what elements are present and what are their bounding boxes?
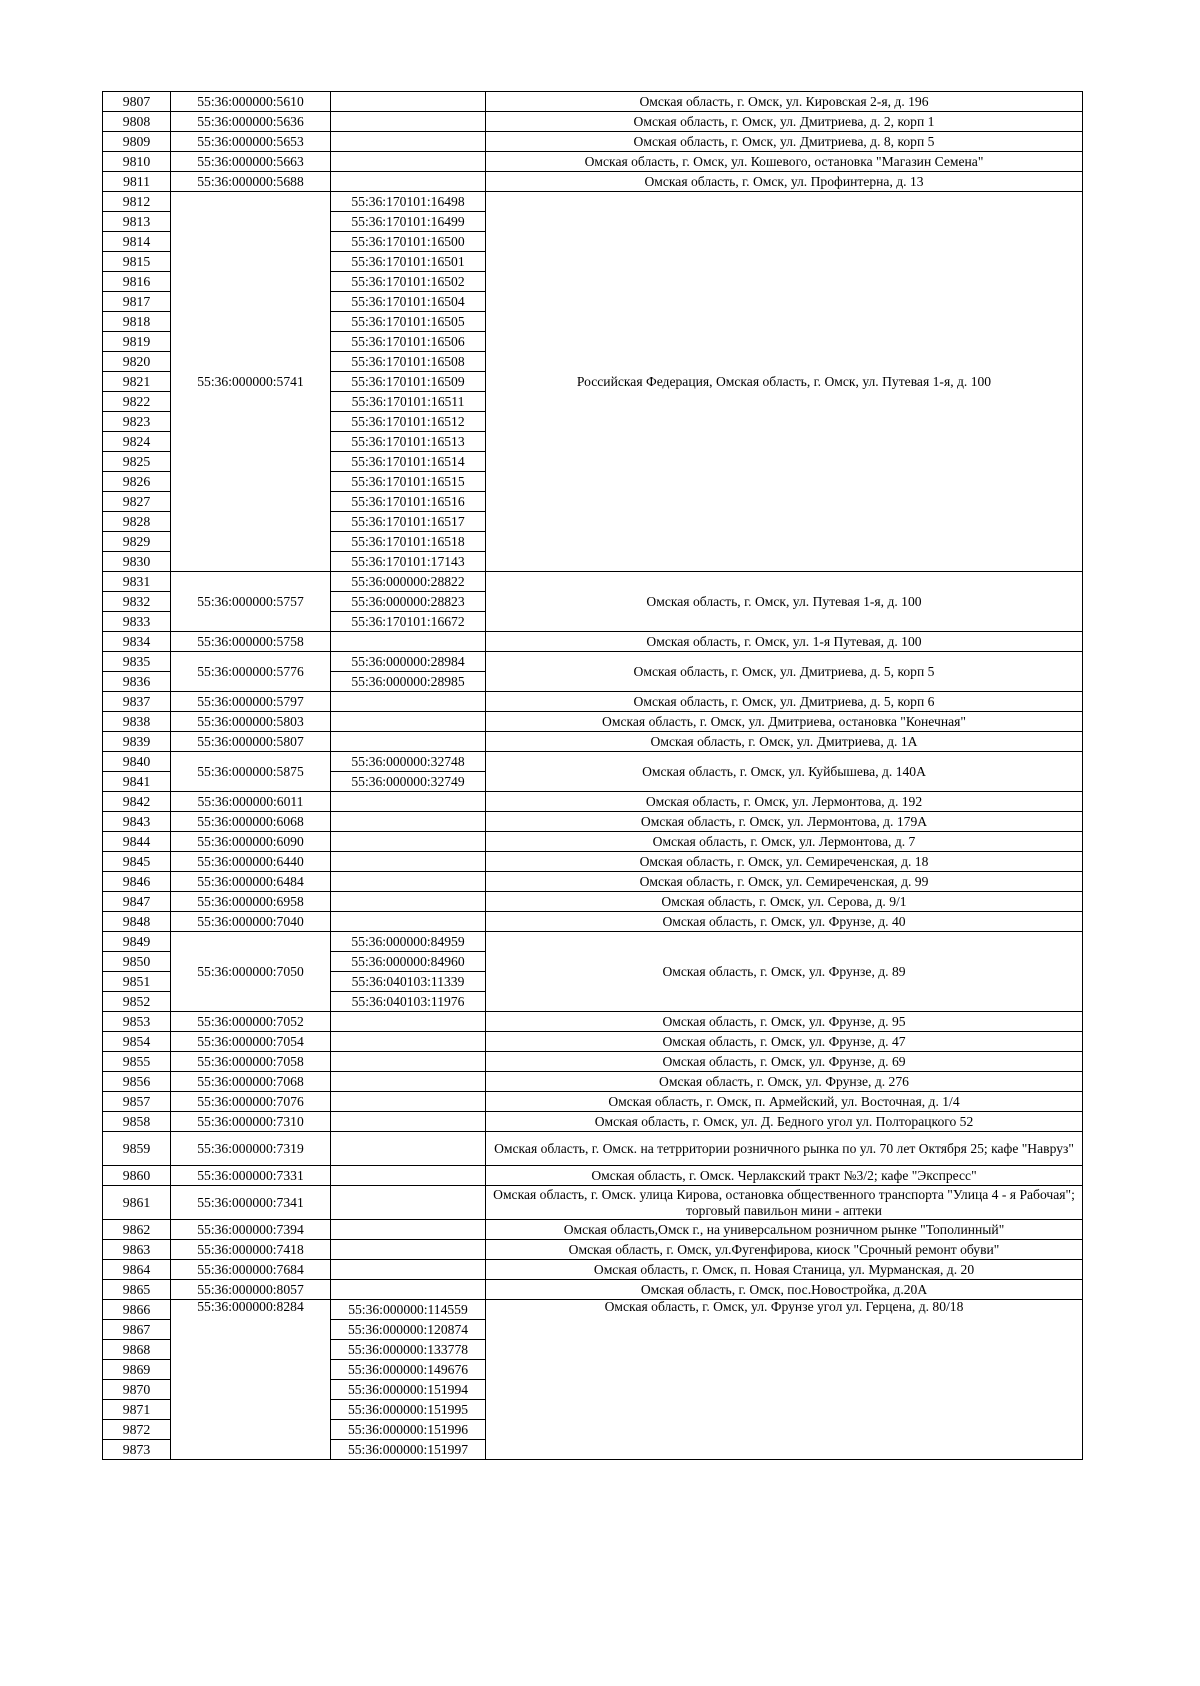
row-number: 9813 xyxy=(103,212,171,232)
address: Омская область, г. Омск, ул. Фрунзе, д. 276 xyxy=(486,1072,1083,1092)
row-number: 9865 xyxy=(103,1280,171,1300)
row-number: 9867 xyxy=(103,1320,171,1340)
sub-cadastral-number: 55:36:170101:16506 xyxy=(331,332,486,352)
table-row xyxy=(103,792,1083,812)
sub-cadastral-number: 55:36:170101:16502 xyxy=(331,272,486,292)
sub-cadastral-number: 55:36:000000:28823 xyxy=(331,592,486,612)
sub-cadastral-number: 55:36:000000:151995 xyxy=(331,1400,486,1420)
table-row xyxy=(103,832,1083,852)
address: Омская область, г. Омск, ул. Путевая 1-я, д. 100 xyxy=(486,572,1083,632)
address: Омская область, г. Омск, ул. Дмитриева, остановка "Конечная" xyxy=(486,712,1083,732)
table-row xyxy=(103,812,1083,832)
sub-cadastral-number: 55:36:040103:11339 xyxy=(331,972,486,992)
address: Омская область, г. Омск, ул. Дмитриева, д. 5, корп 5 xyxy=(486,652,1083,692)
address: Омская область, г. Омск. Черлакский тракт №3/2; кафе "Экспресс" xyxy=(486,1166,1083,1186)
row-number: 9824 xyxy=(103,432,171,452)
sub-cadastral-number: 55:36:170101:16511 xyxy=(331,392,486,412)
address: Омская область, г. Омск, ул. Фрунзе, д. 40 xyxy=(486,912,1083,932)
table-row xyxy=(103,1072,1083,1092)
cadastral-number: 55:36:000000:5610 xyxy=(171,92,331,112)
row-number: 9807 xyxy=(103,92,171,112)
sub-cadastral-number xyxy=(331,1032,486,1052)
row-number: 9844 xyxy=(103,832,171,852)
table-row xyxy=(103,1260,1083,1280)
row-number: 9829 xyxy=(103,532,171,552)
row-number: 9833 xyxy=(103,612,171,632)
table-row xyxy=(103,112,1083,132)
address: Омская область, г. Омск, ул. Лермонтова, д. 192 xyxy=(486,792,1083,812)
row-number: 9812 xyxy=(103,192,171,212)
address: Омская область, г. Омск, ул. Куйбышева, д. 140А xyxy=(486,752,1083,792)
sub-cadastral-number: 55:36:000000:151994 xyxy=(331,1380,486,1400)
row-number: 9808 xyxy=(103,112,171,132)
sub-cadastral-number xyxy=(331,1280,486,1300)
table-row xyxy=(103,1112,1083,1132)
sub-cadastral-number xyxy=(331,1220,486,1240)
row-number: 9828 xyxy=(103,512,171,532)
table-row xyxy=(103,1132,1083,1166)
sub-cadastral-number xyxy=(331,692,486,712)
row-number: 9854 xyxy=(103,1032,171,1052)
row-number: 9870 xyxy=(103,1380,171,1400)
row-number: 9842 xyxy=(103,792,171,812)
cadastral-number: 55:36:000000:6090 xyxy=(171,832,331,852)
address: Омская область, г. Омск, ул. Дмитриева, д. 2, корп 1 xyxy=(486,112,1083,132)
cadastral-number: 55:36:000000:5875 xyxy=(171,752,331,792)
address: Омская область, г. Омск, ул. Фрунзе, д. 69 xyxy=(486,1052,1083,1072)
row-number: 9830 xyxy=(103,552,171,572)
row-number: 9869 xyxy=(103,1360,171,1380)
sub-cadastral-number xyxy=(331,1240,486,1260)
row-number: 9840 xyxy=(103,752,171,772)
sub-cadastral-number: 55:36:170101:16516 xyxy=(331,492,486,512)
table-row xyxy=(103,152,1083,172)
table-row xyxy=(103,692,1083,712)
row-number: 9872 xyxy=(103,1420,171,1440)
sub-cadastral-number xyxy=(331,92,486,112)
table-row xyxy=(103,752,1083,772)
sub-cadastral-number xyxy=(331,132,486,152)
sub-cadastral-number: 55:36:000000:84960 xyxy=(331,952,486,972)
row-number: 9818 xyxy=(103,312,171,332)
row-number: 9819 xyxy=(103,332,171,352)
cadastral-number: 55:36:000000:7331 xyxy=(171,1166,331,1186)
row-number: 9815 xyxy=(103,252,171,272)
sub-cadastral-number: 55:36:170101:16514 xyxy=(331,452,486,472)
row-number: 9849 xyxy=(103,932,171,952)
table-row xyxy=(103,1166,1083,1186)
sub-cadastral-number xyxy=(331,1112,486,1132)
sub-cadastral-number: 55:36:000000:114559 xyxy=(331,1300,486,1320)
row-number: 9856 xyxy=(103,1072,171,1092)
table-row xyxy=(103,932,1083,952)
sub-cadastral-number: 55:36:000000:32749 xyxy=(331,772,486,792)
row-number: 9861 xyxy=(103,1186,171,1220)
address: Омская область, г. Омск, ул. Кировская 2-я, д. 196 xyxy=(486,92,1083,112)
sub-cadastral-number xyxy=(331,1072,486,1092)
sub-cadastral-number: 55:36:040103:11976 xyxy=(331,992,486,1012)
cadastral-number: 55:36:000000:7310 xyxy=(171,1112,331,1132)
row-number: 9850 xyxy=(103,952,171,972)
row-number: 9857 xyxy=(103,1092,171,1112)
row-number: 9836 xyxy=(103,672,171,692)
sub-cadastral-number xyxy=(331,792,486,812)
sub-cadastral-number xyxy=(331,1132,486,1166)
table-row xyxy=(103,1052,1083,1072)
row-number: 9859 xyxy=(103,1132,171,1166)
row-number: 9816 xyxy=(103,272,171,292)
cadastral-number: 55:36:000000:7052 xyxy=(171,1012,331,1032)
address: Российская Федерация, Омская область, г. Омск, ул. Путевая 1-я, д. 100 xyxy=(486,192,1083,572)
cadastral-number: 55:36:000000:5741 xyxy=(171,192,331,572)
address: Омская область, г. Омск, ул. Дмитриева, д. 5, корп 6 xyxy=(486,692,1083,712)
address: Омская область, г. Омск, ул. Фрунзе, д. 95 xyxy=(486,1012,1083,1032)
table-row xyxy=(103,92,1083,112)
cadastral-number: 55:36:000000:7319 xyxy=(171,1132,331,1166)
row-number: 9837 xyxy=(103,692,171,712)
address: Омская область, г. Омск, ул. Дмитриева, д. 1А xyxy=(486,732,1083,752)
table-row xyxy=(103,1240,1083,1260)
sub-cadastral-number: 55:36:000000:151997 xyxy=(331,1440,486,1460)
sub-cadastral-number: 55:36:000000:151996 xyxy=(331,1420,486,1440)
cadastral-number: 55:36:000000:7341 xyxy=(171,1186,331,1220)
row-number: 9820 xyxy=(103,352,171,372)
row-number: 9848 xyxy=(103,912,171,932)
sub-cadastral-number xyxy=(331,1052,486,1072)
sub-cadastral-number xyxy=(331,912,486,932)
table-row xyxy=(103,172,1083,192)
address: Омская область, г. Омск, ул. Фрунзе угол ул. Герцена, д. 80/18 xyxy=(486,1300,1083,1460)
sub-cadastral-number: 55:36:170101:16515 xyxy=(331,472,486,492)
sub-cadastral-number: 55:36:170101:16504 xyxy=(331,292,486,312)
address: Омская область, г. Омск, ул. Профинтерна, д. 13 xyxy=(486,172,1083,192)
sub-cadastral-number: 55:36:000000:133778 xyxy=(331,1340,486,1360)
address: Омская область, г. Омск, пос.Новостройка, д.20А xyxy=(486,1280,1083,1300)
sub-cadastral-number xyxy=(331,812,486,832)
sub-cadastral-number: 55:36:170101:16508 xyxy=(331,352,486,372)
row-number: 9809 xyxy=(103,132,171,152)
sub-cadastral-number xyxy=(331,1260,486,1280)
sub-cadastral-number: 55:36:170101:16509 xyxy=(331,372,486,392)
table-row xyxy=(103,652,1083,672)
row-number: 9826 xyxy=(103,472,171,492)
cadastral-number: 55:36:000000:6011 xyxy=(171,792,331,812)
row-number: 9839 xyxy=(103,732,171,752)
cadastral-number: 55:36:000000:5758 xyxy=(171,632,331,652)
sub-cadastral-number: 55:36:000000:28822 xyxy=(331,572,486,592)
table-row xyxy=(103,1032,1083,1052)
cadastral-number: 55:36:000000:7040 xyxy=(171,912,331,932)
sub-cadastral-number: 55:36:000000:84959 xyxy=(331,932,486,952)
address: Омская область, г. Омск, ул. Серова, д. 9/1 xyxy=(486,892,1083,912)
address: Омская область, г. Омск, ул. Д. Бедного угол ул. Полторацкого 52 xyxy=(486,1112,1083,1132)
sub-cadastral-number: 55:36:170101:16672 xyxy=(331,612,486,632)
address: Омская область, г. Омск, ул. Семиреченская, д. 18 xyxy=(486,852,1083,872)
cadastral-number: 55:36:000000:5776 xyxy=(171,652,331,692)
table-row xyxy=(103,872,1083,892)
registry-table xyxy=(102,91,1083,1460)
sub-cadastral-number xyxy=(331,1186,486,1220)
row-number: 9838 xyxy=(103,712,171,732)
address: Омская область, г. Омск, ул.Фугенфирова, киоск "Срочный ремонт обуви" xyxy=(486,1240,1083,1260)
address: Омская область, г. Омск, ул. Фрунзе, д. 47 xyxy=(486,1032,1083,1052)
sub-cadastral-number: 55:36:000000:32748 xyxy=(331,752,486,772)
table-row xyxy=(103,192,1083,212)
address: Омская область, г. Омск, п. Новая Станица, ул. Мурманская, д. 20 xyxy=(486,1260,1083,1280)
table-row xyxy=(103,1280,1083,1300)
sub-cadastral-number xyxy=(331,152,486,172)
cadastral-number: 55:36:000000:5807 xyxy=(171,732,331,752)
cadastral-number: 55:36:000000:7050 xyxy=(171,932,331,1012)
address: Омская область, г. Омск, ул. Семиреченская, д. 99 xyxy=(486,872,1083,892)
sub-cadastral-number xyxy=(331,112,486,132)
sub-cadastral-number: 55:36:000000:120874 xyxy=(331,1320,486,1340)
row-number: 9835 xyxy=(103,652,171,672)
sub-cadastral-number xyxy=(331,1092,486,1112)
cadastral-number: 55:36:000000:6958 xyxy=(171,892,331,912)
table-row xyxy=(103,1220,1083,1240)
row-number: 9843 xyxy=(103,812,171,832)
address: Омская область, г. Омск. на тетрритории розничного рынка по ул. 70 лет Октября 25; кафе "Навруз" xyxy=(486,1132,1083,1166)
row-number: 9851 xyxy=(103,972,171,992)
row-number: 9810 xyxy=(103,152,171,172)
sub-cadastral-number: 55:36:000000:28984 xyxy=(331,652,486,672)
sub-cadastral-number xyxy=(331,892,486,912)
row-number: 9873 xyxy=(103,1440,171,1460)
address: Омская область, г. Омск, ул. 1-я Путевая, д. 100 xyxy=(486,632,1083,652)
cadastral-number: 55:36:000000:8057 xyxy=(171,1280,331,1300)
sub-cadastral-number: 55:36:170101:16498 xyxy=(331,192,486,212)
table-row xyxy=(103,572,1083,592)
row-number: 9860 xyxy=(103,1166,171,1186)
row-number: 9814 xyxy=(103,232,171,252)
address: Омская область, г. Омск, ул. Лермонтова, д. 7 xyxy=(486,832,1083,852)
cadastral-number: 55:36:000000:6484 xyxy=(171,872,331,892)
row-number: 9823 xyxy=(103,412,171,432)
row-number: 9831 xyxy=(103,572,171,592)
cadastral-number: 55:36:000000:7068 xyxy=(171,1072,331,1092)
sub-cadastral-number xyxy=(331,732,486,752)
row-number: 9845 xyxy=(103,852,171,872)
row-number: 9868 xyxy=(103,1340,171,1360)
row-number: 9825 xyxy=(103,452,171,472)
table-row xyxy=(103,852,1083,872)
cadastral-number: 55:36:000000:5636 xyxy=(171,112,331,132)
cadastral-number: 55:36:000000:5803 xyxy=(171,712,331,732)
sub-cadastral-number: 55:36:000000:28985 xyxy=(331,672,486,692)
sub-cadastral-number: 55:36:170101:16517 xyxy=(331,512,486,532)
cadastral-number: 55:36:000000:7684 xyxy=(171,1260,331,1280)
table-row xyxy=(103,1186,1083,1220)
row-number: 9862 xyxy=(103,1220,171,1240)
cadastral-number: 55:36:000000:5663 xyxy=(171,152,331,172)
row-number: 9811 xyxy=(103,172,171,192)
sub-cadastral-number xyxy=(331,832,486,852)
row-number: 9858 xyxy=(103,1112,171,1132)
sub-cadastral-number: 55:36:170101:16513 xyxy=(331,432,486,452)
cadastral-number: 55:36:000000:5757 xyxy=(171,572,331,632)
address: Омская область, г. Омск, ул. Дмитриева, д. 8, корп 5 xyxy=(486,132,1083,152)
row-number: 9821 xyxy=(103,372,171,392)
row-number: 9866 xyxy=(103,1300,171,1320)
row-number: 9864 xyxy=(103,1260,171,1280)
table-row xyxy=(103,1300,1083,1320)
address: Омская область, г. Омск. улица Кирова, остановка общественного транспорта "Улица 4 - я Рабочая"; торговый павильон мини - аптеки xyxy=(486,1186,1083,1220)
sub-cadastral-number: 55:36:170101:16505 xyxy=(331,312,486,332)
sub-cadastral-number xyxy=(331,872,486,892)
sub-cadastral-number: 55:36:170101:16500 xyxy=(331,232,486,252)
row-number: 9817 xyxy=(103,292,171,312)
sub-cadastral-number: 55:36:170101:17143 xyxy=(331,552,486,572)
row-number: 9834 xyxy=(103,632,171,652)
address: Омская область, г. Омск, ул. Фрунзе, д. 89 xyxy=(486,932,1083,1012)
sub-cadastral-number xyxy=(331,852,486,872)
row-number: 9853 xyxy=(103,1012,171,1032)
table-row xyxy=(103,132,1083,152)
cadastral-number: 55:36:000000:8284 xyxy=(171,1300,331,1460)
cadastral-number: 55:36:000000:6068 xyxy=(171,812,331,832)
row-number: 9871 xyxy=(103,1400,171,1420)
sub-cadastral-number xyxy=(331,1012,486,1032)
sub-cadastral-number: 55:36:170101:16518 xyxy=(331,532,486,552)
address: Омская область,Омск г., на универсальном розничном рынке "Тополинный" xyxy=(486,1220,1083,1240)
table-row xyxy=(103,712,1083,732)
cadastral-number: 55:36:000000:7054 xyxy=(171,1032,331,1052)
registry-sheet xyxy=(102,91,1082,1460)
table-row xyxy=(103,732,1083,752)
cadastral-number: 55:36:000000:5797 xyxy=(171,692,331,712)
row-number: 9822 xyxy=(103,392,171,412)
row-number: 9827 xyxy=(103,492,171,512)
address: Омская область, г. Омск, п. Армейский, ул. Восточная, д. 1/4 xyxy=(486,1092,1083,1112)
cadastral-number: 55:36:000000:7076 xyxy=(171,1092,331,1112)
cadastral-number: 55:36:000000:7058 xyxy=(171,1052,331,1072)
table-row xyxy=(103,632,1083,652)
cadastral-number: 55:36:000000:6440 xyxy=(171,852,331,872)
cadastral-number: 55:36:000000:7394 xyxy=(171,1220,331,1240)
cadastral-number: 55:36:000000:5653 xyxy=(171,132,331,152)
row-number: 9841 xyxy=(103,772,171,792)
sub-cadastral-number: 55:36:170101:16499 xyxy=(331,212,486,232)
table-row xyxy=(103,892,1083,912)
address: Омская область, г. Омск, ул. Лермонтова, д. 179А xyxy=(486,812,1083,832)
row-number: 9863 xyxy=(103,1240,171,1260)
sub-cadastral-number: 55:36:170101:16512 xyxy=(331,412,486,432)
address: Омская область, г. Омск, ул. Кошевого, остановка "Магазин Семена" xyxy=(486,152,1083,172)
table-row xyxy=(103,1092,1083,1112)
row-number: 9832 xyxy=(103,592,171,612)
row-number: 9852 xyxy=(103,992,171,1012)
row-number: 9846 xyxy=(103,872,171,892)
cadastral-number: 55:36:000000:7418 xyxy=(171,1240,331,1260)
row-number: 9855 xyxy=(103,1052,171,1072)
sub-cadastral-number: 55:36:170101:16501 xyxy=(331,252,486,272)
sub-cadastral-number xyxy=(331,172,486,192)
cadastral-number: 55:36:000000:5688 xyxy=(171,172,331,192)
sub-cadastral-number xyxy=(331,632,486,652)
row-number: 9847 xyxy=(103,892,171,912)
sub-cadastral-number xyxy=(331,712,486,732)
sub-cadastral-number xyxy=(331,1166,486,1186)
table-row xyxy=(103,1012,1083,1032)
table-row xyxy=(103,912,1083,932)
sub-cadastral-number: 55:36:000000:149676 xyxy=(331,1360,486,1380)
